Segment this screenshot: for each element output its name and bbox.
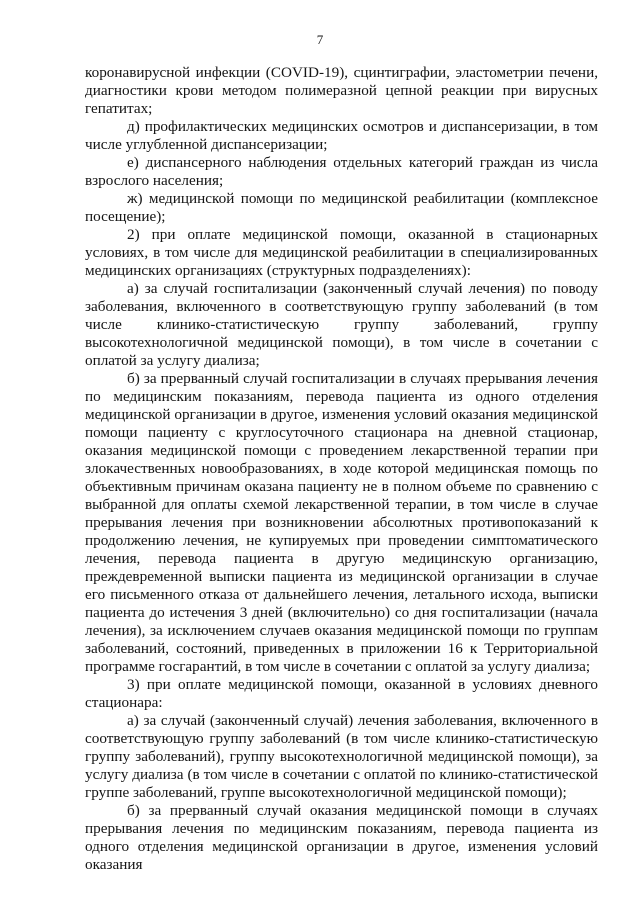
document-body	[85, 64, 598, 874]
paragraph-item-3b: б) за прерванный случай оказания медицинской помощи в случаях прерывания лечения по медицинским показаниям, перевода пациента из одного отделения медицинской организации в другое, изменения условий оказания	[85, 802, 598, 873]
paragraph-item-3a: а) за случай (законченный случай) лечения заболевания, включенного в соответствующую группу заболеваний (в том числе клинико-статистическую группу заболеваний), группу высокотехнологичной медицинской помощи), за услугу диализа (в том числе в сочетании с оплатой по клинико-статистической группе заболеваний, группе высокотехнологичной медицинской помощи);	[85, 712, 598, 801]
paragraph-item-2b: б) за прерванный случай госпитализации в случаях прерывания лечения по медицинским показаниям, перевода пациента из одного отделения медицинской организации в другое, изменения условий оказания медицинской помощи пациенту с круглосуточного стационара на дневной стационар, оказания медицинской помощи с проведением лекарственной терапии при злокачественных новообразованиях, в ходе которой медицинская помощь по объективным причинам оказана пациенту не в полном объеме по сравнению с выбранной для оплаты схемой лекарственной терапии, в том числе в случае прерывания лечения при возникновении абсолютных противопоказаний к продолжению лечения, не купируемых при проведении симптоматического лечения, перевода пациента в другую медицинскую организацию, преждевременной выписки пациента из медицинской организации в случае его письменного отказа от дальнейшего лечения, летального исхода, выписки пациента до истечения 3 дней (включительно) со дня госпитализации (начала лечения), за исключением случаев оказания медицинской помощи по группам заболеваний, состояний, приведенных в приложении 16 к Территориальной программе госгарантий, в том числе в сочетании с оплатой за услугу диализа;	[85, 370, 598, 675]
paragraph-item-2a: а) за случай госпитализации (законченный случай лечения) по поводу заболевания, включенного в соответствующую группу заболеваний (в том числе клинико-статистическую группу заболеваний, группу высокотехнологичной медицинской помощи), в том числе в сочетании с оплатой за услугу диализа;	[85, 280, 598, 369]
paragraph-item-zh: ж) медицинской помощи по медицинской реабилитации (комплексное посещение);	[85, 190, 598, 225]
paragraph-item-2: 2) при оплате медицинской помощи, оказанной в стационарных условиях, в том числе для медицинской реабилитации в специализированных медицинских организациях (структурных подразделениях):	[85, 226, 598, 279]
paragraph-item-e: е) диспансерного наблюдения отдельных категорий граждан из числа взрослого населения;	[85, 154, 598, 189]
paragraph-continuation: коронавирусной инфекции (COVID-19), сцинтиграфии, эластометрии печени, диагностики крови методом полимеразной цепной реакции при вирусных гепатитах;	[85, 64, 598, 117]
paragraph-item-d: д) профилактических медицинских осмотров и диспансеризации, в том числе углубленной диспансеризации;	[85, 118, 598, 153]
paragraph-item-3: 3) при оплате медицинской помощи, оказанной в условиях дневного стационара:	[85, 676, 598, 711]
page-number: 7	[316, 32, 324, 47]
